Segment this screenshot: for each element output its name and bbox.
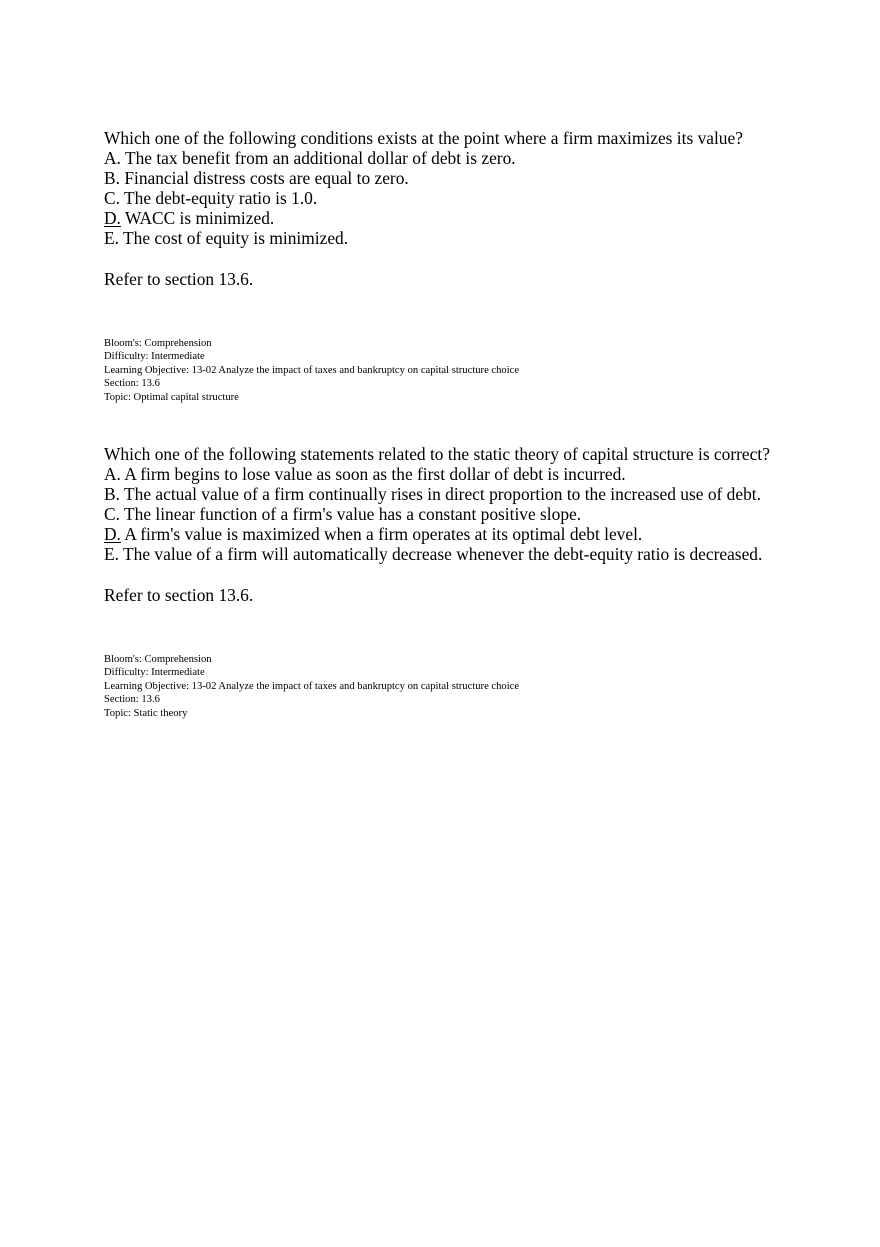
option-letter: C. [104, 504, 120, 524]
option-b [104, 168, 860, 188]
question-metadata [104, 653, 860, 720]
option-letter: A. [104, 464, 121, 484]
option-text: The debt-equity ratio is 1.0. [124, 188, 318, 208]
question-2 [104, 444, 860, 720]
option-text: A firm's value is maximized when a firm operates at its optimal debt level. [124, 524, 643, 544]
topic: Topic: Optimal capital structure [104, 391, 239, 403]
difficulty: Difficulty: Intermediate [104, 667, 205, 679]
option-letter: E. [104, 544, 119, 564]
section-reference: Refer to section 13.6. [104, 269, 254, 289]
blooms-level: Bloom's: Comprehension [104, 654, 212, 665]
option-d-correct [104, 524, 860, 544]
option-c [104, 188, 860, 208]
option-text: The actual value of a firm continually rises in direct proportion to the increased use of debt. [124, 484, 761, 504]
topic: Topic: Static theory [104, 707, 188, 719]
option-text: A firm begins to lose value as soon as the first dollar of debt is incurred. [124, 464, 626, 484]
blooms-level: Bloom's: Comprehension [104, 338, 212, 349]
option-text: The cost of equity is minimized. [123, 228, 349, 248]
option-letter: E. [104, 228, 119, 248]
option-text: The tax benefit from an additional dollar of debt is zero. [124, 148, 516, 168]
learning-objective: Learning Objective: 13-02 Analyze the impact of taxes and bankruptcy on capital structure choice [104, 364, 520, 376]
difficulty: Difficulty: Intermediate [104, 351, 205, 363]
option-text: WACC is minimized. [124, 208, 275, 228]
option-letter: B. [104, 168, 120, 188]
section: Section: 13.6 [104, 378, 160, 390]
question-metadata [104, 337, 860, 404]
section-reference: Refer to section 13.6. [104, 585, 254, 605]
question-prompt: Which one of the following conditions exists at the point where a firm maximizes its value? [104, 128, 743, 148]
option-c [104, 504, 860, 524]
option-letter: B. [104, 484, 120, 504]
option-letter: A. [104, 148, 121, 168]
option-d-correct [104, 208, 860, 228]
option-b [104, 484, 860, 504]
option-e [104, 228, 860, 248]
question-prompt: Which one of the following statements related to the static theory of capital structure is correct? [104, 444, 770, 464]
option-a [104, 464, 860, 484]
option-e [104, 544, 860, 564]
option-text: The value of a firm will automatically decrease whenever the debt-equity ratio is decreased. [123, 544, 763, 564]
option-letter: C. [104, 188, 120, 208]
learning-objective: Learning Objective: 13-02 Analyze the impact of taxes and bankruptcy on capital structure choice [104, 680, 520, 692]
option-text: Financial distress costs are equal to zero. [124, 168, 409, 188]
question-1 [104, 128, 860, 404]
correct-option-letter: D. [104, 208, 121, 228]
option-a [104, 148, 860, 168]
section: Section: 13.6 [104, 694, 160, 706]
correct-option-letter: D. [104, 524, 121, 544]
option-text: The linear function of a firm's value has a constant positive slope. [124, 504, 582, 524]
